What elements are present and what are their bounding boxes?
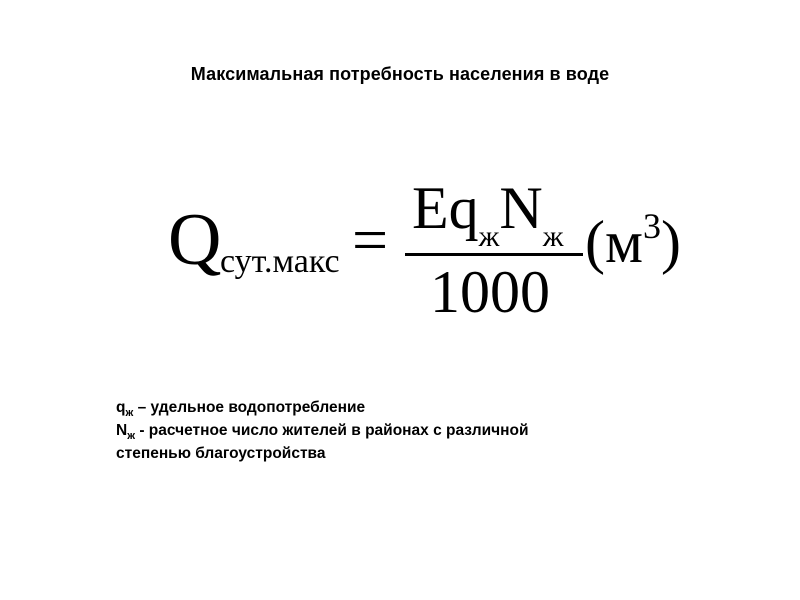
slide-title: Максимальная потребность населения в воде (190, 64, 610, 84)
numerator-n-subscript: ж (542, 220, 564, 253)
definition-symbol: q (116, 399, 126, 416)
definition-line (116, 397, 756, 420)
unit-close: ) (660, 209, 681, 275)
definition-text: - расчетное число жителей в районах с различной (135, 422, 529, 439)
unit-power: 3 (642, 206, 661, 246)
definition-text: – удельное водопотребление (133, 399, 366, 416)
definition-line (116, 420, 756, 443)
numerator-q-subscript: ж (478, 220, 500, 253)
definition-symbol: N (116, 422, 128, 439)
formula-denominator: 1000 (430, 259, 550, 325)
fraction-bar (405, 253, 583, 256)
formula-lhs-symbol: Q (168, 199, 222, 281)
numerator-n: N (499, 175, 543, 241)
unit-open: (м (585, 209, 643, 275)
formula-numerator (412, 175, 564, 253)
definition-text: степенью благоустройства (116, 445, 326, 462)
definition-line (116, 443, 756, 465)
definition-subscript: ж (127, 430, 136, 442)
numerator-q: q (448, 175, 479, 241)
numerator-e: E (412, 175, 449, 241)
definition-subscript: ж (125, 407, 134, 419)
formula-lhs-subscript: сут.макс (220, 243, 340, 280)
definitions (116, 397, 756, 465)
formula-unit (585, 206, 681, 275)
formula-equals-sign: = (352, 204, 389, 275)
